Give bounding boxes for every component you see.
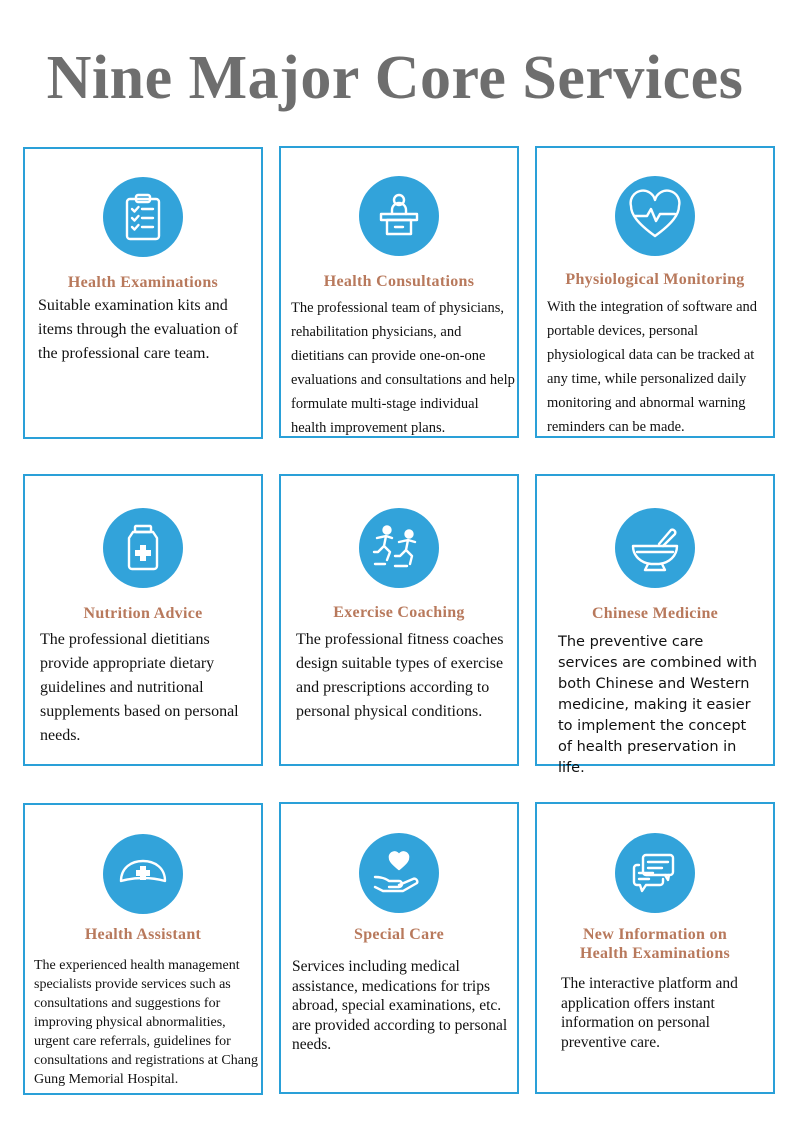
mortar-pestle-icon — [615, 508, 695, 588]
card-description: The experienced health management specialists provide services such as consultations and suggestions for improving physical abnormalities, urgent care referrals, guidelines for consultations and registrations at Chang Gung Memorial Hospital. — [34, 958, 258, 1087]
chat-bubbles-icon — [615, 833, 695, 913]
heart-hand-icon — [359, 833, 439, 913]
supplement-bottle-icon — [103, 508, 183, 588]
service-card-special-care — [279, 802, 519, 1094]
service-card-health-consultations — [279, 146, 519, 438]
page-title: Nine Major Core Services — [46, 44, 744, 112]
exercise-figures-icon — [359, 508, 439, 588]
service-card-exercise-coaching — [279, 474, 519, 766]
card-description: The professional team of physicians, rehabilitation physicians, and dietitians can provide one-on-one evaluations and consultations and help formulate multi-stage individual health improvement plans. — [291, 300, 515, 436]
service-card-chinese-medicine — [535, 474, 775, 776]
card-title: Physiological Monitoring — [565, 271, 745, 288]
card-title: Special Care — [354, 926, 444, 943]
card-title-line-2: Health Examinations — [579, 945, 731, 962]
heart-pulse-icon — [615, 176, 695, 256]
card-description: Services including medical assistance, medications for trips abroad, special examinations, etc. are provided according to personal needs. — [292, 958, 508, 1053]
card-title: Health Assistant — [84, 926, 202, 943]
card-description: With the integration of software and portable devices, personal physiological data can be tracked at any time, while personalized daily monitoring and abnormal warning reminders can be made. — [547, 299, 758, 435]
card-description: The professional dietitians provide appropriate dietary guidelines and nutritional supplements based on personal needs. — [40, 631, 239, 744]
card-description: Suitable examination kits and items through the evaluation of the professional care team. — [38, 297, 238, 362]
clipboard-checklist-icon — [103, 177, 183, 257]
service-card-health-assistant — [23, 803, 263, 1095]
service-card-nutrition-advice — [23, 474, 263, 766]
nurse-cap-icon — [103, 834, 183, 914]
card-description: The professional fitness coaches design suitable types of exercise and prescriptions according to personal physical conditions. — [296, 631, 504, 720]
service-card-health-examinations — [23, 147, 263, 439]
card-description: The interactive platform and application offers instant information on personal preventive care. — [561, 975, 738, 1051]
card-title: Health Examinations — [67, 274, 219, 291]
card-description: The preventive care services are combined with both Chinese and Western medicine, making it easier to implement the concept of health preservation in life. — [558, 634, 758, 776]
card-title: Exercise Coaching — [333, 604, 465, 621]
card-title: New Information on — [582, 926, 728, 943]
card-title: Chinese Medicine — [591, 605, 719, 622]
service-card-new-information — [535, 802, 775, 1094]
card-title: Health Consultations — [323, 273, 475, 290]
consultant-desk-icon — [359, 176, 439, 256]
card-title: Nutrition Advice — [83, 605, 203, 622]
service-card-physiological-monitoring — [535, 146, 775, 438]
